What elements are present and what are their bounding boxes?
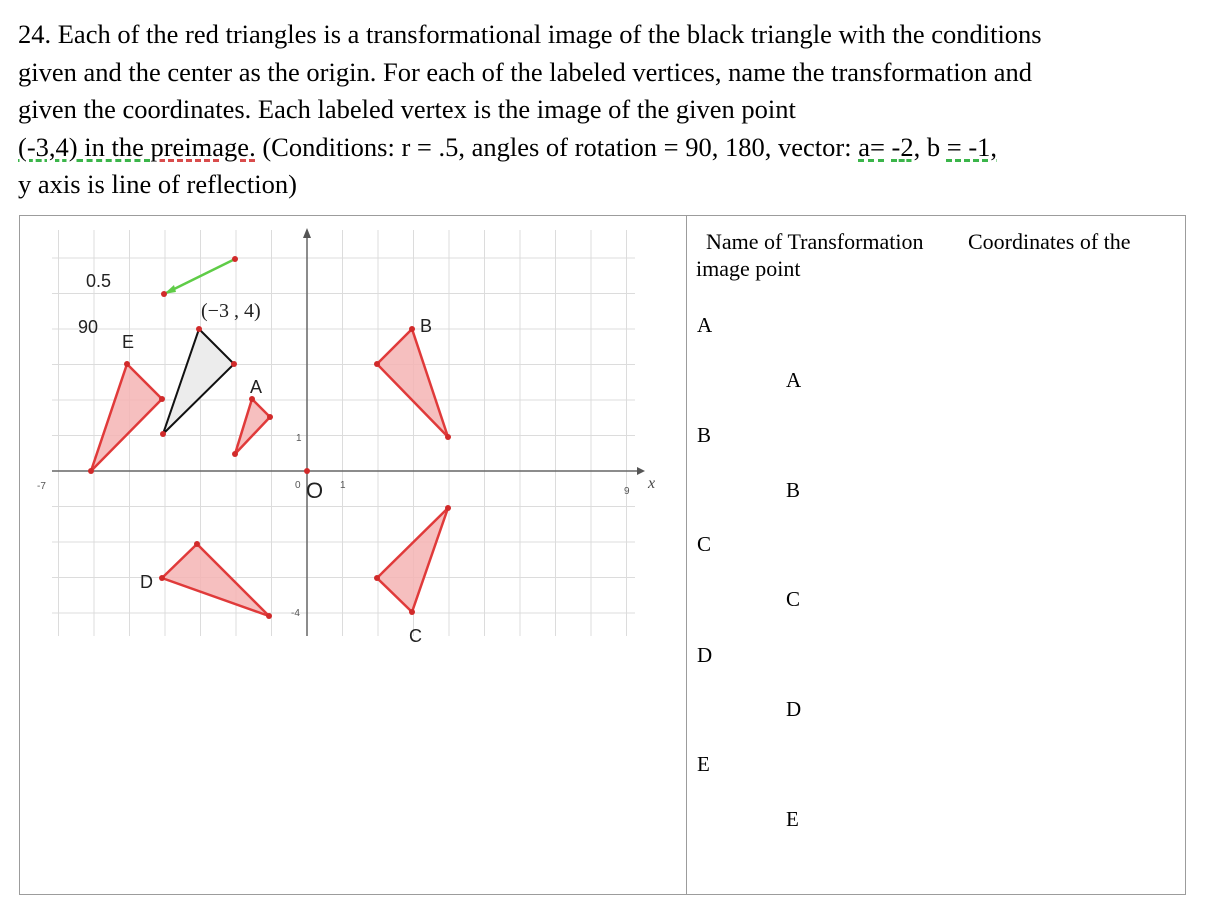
conditions-text: (Conditions: r = .5, angles of rotation = 90, 180, vector: xyxy=(255,131,859,162)
problem-statement xyxy=(18,16,1213,204)
x-axis-arrow xyxy=(637,467,645,475)
image-triangle-D xyxy=(162,544,269,616)
problem-line-5: y axis is line of reflection) xyxy=(18,169,297,199)
image-triangle-E xyxy=(91,364,162,471)
label-E: E xyxy=(122,332,135,352)
image-triangle-C xyxy=(377,508,448,612)
tick-0: 0 xyxy=(295,480,301,491)
x-axis-label: x xyxy=(648,475,656,492)
y-axis-arrow xyxy=(303,228,311,238)
answer-table xyxy=(19,215,1186,895)
row-left-D: D xyxy=(697,643,713,667)
label-C: C xyxy=(409,626,422,646)
problem-line-3: given the coordinates. Each labeled vertex is the image of the given point xyxy=(18,94,796,124)
angle-label: 90 xyxy=(78,317,99,337)
row-right-B: B xyxy=(786,478,801,502)
image-triangle-B xyxy=(377,329,448,437)
row-left-E: E xyxy=(697,752,710,776)
header-transformation: Name of Transformation xyxy=(706,229,924,254)
row-right-E: E xyxy=(786,807,799,831)
column-divider xyxy=(686,216,687,894)
vector-end-point xyxy=(161,291,167,297)
tick-neg4: -4 xyxy=(291,608,300,619)
problem-line-4: (-3,4) in the preimage. (Conditions: r = .5, angles of rotation = 90, 180, vector: a= -2, b = -1, xyxy=(18,131,998,162)
row-left-A: A xyxy=(697,313,713,337)
scale-label: 0.5 xyxy=(86,271,112,291)
preimage-word: preimage. xyxy=(150,131,256,162)
label-B: B xyxy=(420,316,433,336)
preimage-coordinate-label: (−3 , 4) xyxy=(201,300,261,322)
row-right-A: A xyxy=(786,368,802,392)
preimage-triangle xyxy=(163,329,234,434)
preimage-point-text: (-3,4) xyxy=(18,131,78,162)
tick-1-x: 1 xyxy=(340,480,346,491)
connector-text: in the xyxy=(77,131,151,162)
tick-9: 9 xyxy=(624,486,630,497)
label-A: A xyxy=(250,377,263,397)
image-triangle-A xyxy=(235,399,270,454)
tick-neg7: -7 xyxy=(37,481,46,492)
row-left-B: B xyxy=(697,423,712,447)
coordinate-graph xyxy=(20,216,686,656)
row-right-D: D xyxy=(786,697,802,721)
vector-start-point xyxy=(232,256,238,262)
row-left-C: C xyxy=(697,532,712,556)
header-coordinates: Coordinates of the xyxy=(968,229,1131,254)
vector-b-value: = -1, xyxy=(946,131,998,162)
label-D: D xyxy=(140,572,153,592)
problem-line-1: 24. Each of the red triangles is a transformational image of the black triangle with the conditions xyxy=(18,19,1042,49)
problem-line-2: given and the center as the origin. For each of the labeled vertices, name the transformation and xyxy=(18,56,1032,87)
header-coordinates-continued: image point xyxy=(696,256,801,281)
vector-a-value: -2, xyxy=(891,131,921,162)
vector-a-label: a= xyxy=(858,131,885,162)
row-right-C: C xyxy=(786,587,801,611)
origin-label: O xyxy=(306,478,324,503)
tick-1-y: 1 xyxy=(296,433,302,444)
